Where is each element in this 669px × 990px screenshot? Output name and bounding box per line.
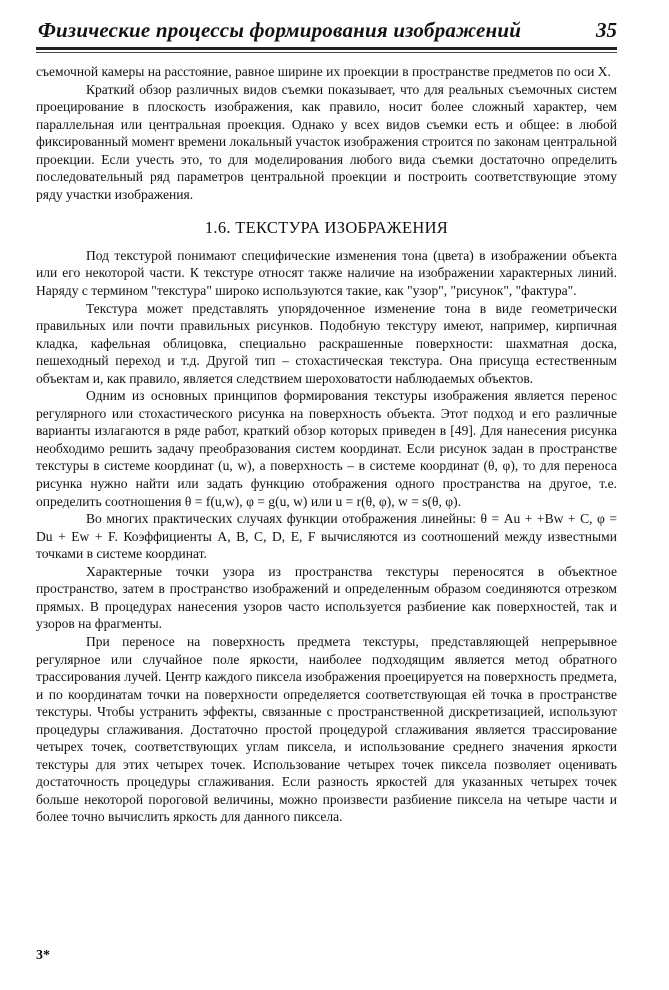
- paragraph: Краткий обзор различных видов съемки показывает, что для реальных съемочных систем проецирование в плоскость изображения, как правило, носит более сложный характер, чем параллельная или центральная проекция. Однако у всех видов съемки есть и общее: в любой фиксированный момент времени локальный участок изображения строится по законам центральной проекции. Если учесть это, то для моделирования любого вида съемки достаточно определить последовательный ряд параметров центральной проекции и построить соответствующие этому ряду участки изображения.: [36, 81, 617, 202]
- paragraph: Одним из основных принципов формирования текстуры изображения является перенос регулярного или стохастического рисунка на поверхность объекта. Этот подход и его различные варианты излагаются в ряде работ, краткий обзор которых приведен в [49]. Для нанесения рисунка необходимо решить задачу преобразования систем координат. Если рисунок задан в пространстве текстуры в системе координат (u, w), а поверхность – в системе координат (θ, φ), то для переноса рисунка нужно найти или задать функцию отображения одного пространства на другое, т.е. определить соотношения θ = f(u,w), φ = g(u, w) или u = r(θ, φ), w = s(θ, φ).: [36, 388, 617, 509]
- page-number: 35: [596, 18, 617, 42]
- paragraph: Текстура может представлять упорядоченное изменение тона в виде геометрически правильных или почти правильных рисунков. Подобную текстуру имеют, например, кирпичная кладка, кафельная облицовка, специально раскрашенные поверхности: шахматная доска, пешеходный переход и т.д. Другой тип – стохастическая текстура. Она присуща естественным объектам и, как правило, является следствием шероховатости наблюдаемых объектов.: [36, 300, 617, 386]
- header-rule-thick: [36, 47, 617, 50]
- running-head-title: Физические процессы формирования изображений: [38, 18, 522, 42]
- paragraph: При переносе на поверхность предмета текстуры, представляющей непрерывное регулярное или случайное поле яркости, наиболее подходящим является метод обратного трассирования лучей. Центр каждого пиксела изображения проецируется на поверхность предмета, и по координатам точки на поверхности определяется соответствующая ей точка в пространстве текстуры. Чтобы устранить эффекты, связанные с пространственной дискретизацией, используют процедуры сглаживания. Достаточно простой процедурой сглаживания является трассирование четырех точек, соответствующих углам пиксела, и использование среднего значения яркости текстуры для этих четырех точек. Использование четырех точек пиксела позволяет оценивать достаточность процедуры сглаживания. Если разность яркостей для указанных четырех точек больше некоторой пороговой величины, можно произвести разбиение пиксела на четыре части и более точно вычислить яркость для данного пиксела.: [36, 633, 617, 825]
- signature-mark: 3*: [36, 948, 50, 963]
- paragraph: съемочной камеры на расстояние, равное ширине их проекции в пространстве предметов по оси X.: [36, 64, 611, 79]
- body-text: [36, 63, 617, 826]
- header-rule-thin: [36, 52, 617, 53]
- section-heading: 1.6. ТЕКСТУРА ИЗОБРАЖЕНИЯ: [204, 218, 449, 238]
- paragraph: Под текстурой понимают специфические изменения тона (цвета) в изображении объекта или его некоторой части. К текстуре относят также наличие на изображении характерных линий. Наряду с термином "текстура" широко используются такие, как "узор", "рисунок", "фактура".: [36, 247, 617, 299]
- running-head: [38, 18, 617, 48]
- paragraph: Характерные точки узора из пространства текстуры переносятся в объектное пространство, затем в пространство изображений и определенным образом соединяются отрезком прямых. В процедурах нанесения узоров часто используется разбиение как поверхностей, так и узоров на фрагменты.: [36, 563, 617, 632]
- paragraph: Во многих практических случаях функции отображения линейны: θ = Au + +Bw + C, φ = Du + Ew + F. Коэффициенты A, B, C, D, E, F вычисляются из соотношений между известными точками в системе координат.: [36, 511, 617, 562]
